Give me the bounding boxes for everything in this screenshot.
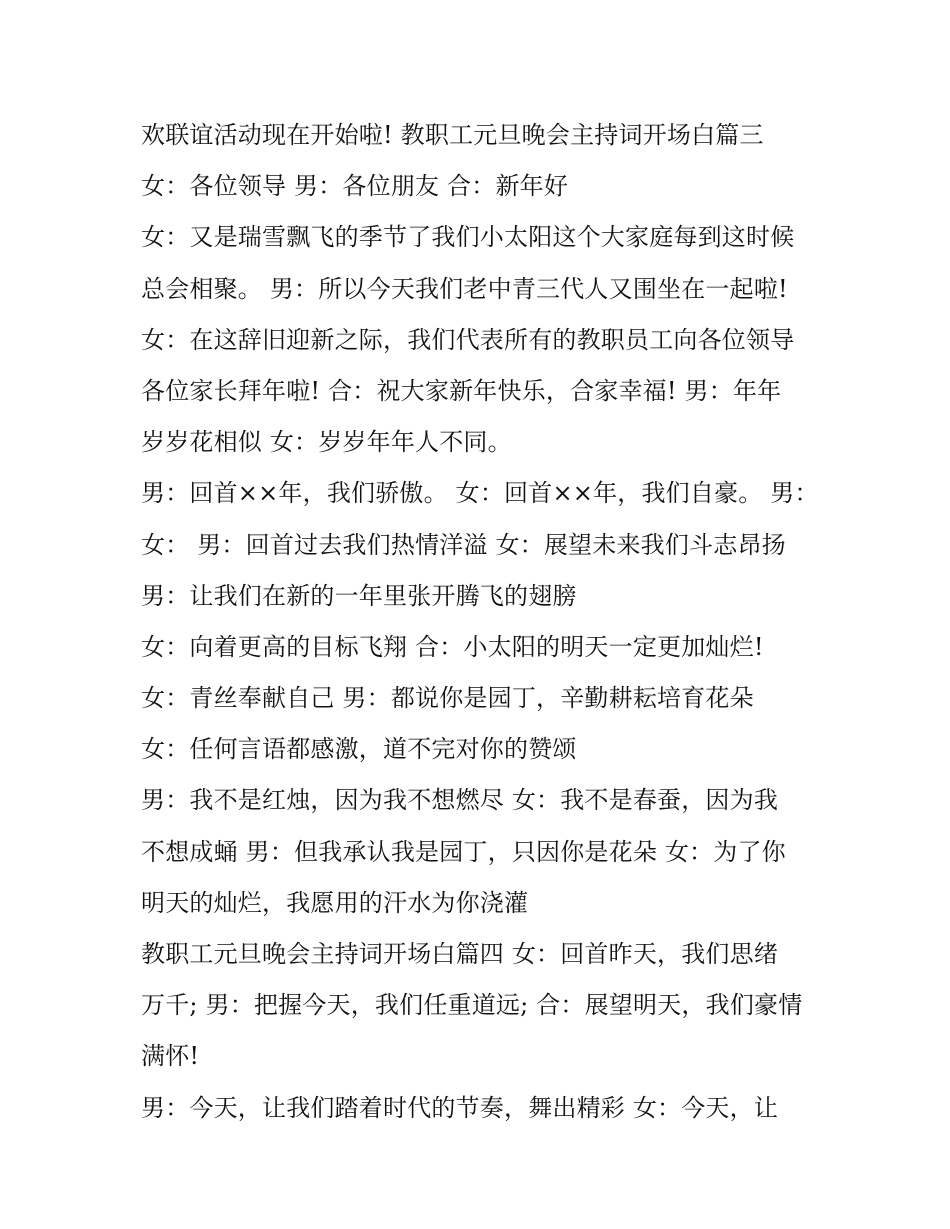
text-line: 各位家长拜年啦! 合：祝大家新年快乐，合家幸福! 男：年年 bbox=[141, 376, 782, 405]
text-line: 男：我不是红烛，因为我不想燃尽 女：我不是春蚕，因为我 bbox=[141, 786, 779, 815]
text-line: 女：在这辞旧迎新之际，我们代表所有的教职员工向各位领导 bbox=[141, 325, 795, 354]
text-line: 岁岁花相似 女：岁岁年年人不同。 bbox=[141, 428, 512, 457]
text-line: 女：又是瑞雪飘飞的季节了我们小太阳这个大家庭每到这时候 bbox=[141, 223, 795, 252]
text-line: 男：让我们在新的一年里张开腾飞的翅膀 bbox=[141, 581, 577, 610]
document-body bbox=[141, 110, 831, 1134]
text-line: 总会相聚。 男：所以今天我们老中青三代人又围坐在一起啦! bbox=[141, 274, 788, 303]
text-line: 教职工元旦晚会主持词开场白篇四 女：回首昨天，我们思绪 bbox=[141, 940, 779, 968]
text-line: 明天的灿烂，我愿用的汗水为你浇灌 bbox=[141, 888, 529, 917]
text-line: 男：回首××年，我们骄傲。 女：回首××年，我们自豪。 男： bbox=[141, 479, 819, 508]
text-line: 女：向着更高的目标飞翔 合：小太阳的明天一定更加灿烂! bbox=[141, 632, 764, 661]
text-line: 女： 男：回首过去我们热情洋溢 女：展望未来我们斗志昂扬 bbox=[141, 530, 786, 559]
text-line: 男：今天，让我们踏着时代的节奏，舞出精彩 女：今天，让 bbox=[141, 1093, 779, 1122]
text-line: 不想成蛹 男：但我承认我是园丁，只因你是花朵 女：为了你 bbox=[141, 837, 786, 866]
text-line: 欢联谊活动现在开始啦! 教职工元旦晚会主持词开场白篇三 bbox=[141, 121, 764, 149]
text-line: 万千; 男：把握今天，我们任重道远; 合：展望明天，我们豪情 bbox=[141, 991, 803, 1020]
text-line: 女：各位领导 男：各位朋友 合：新年好 bbox=[141, 172, 569, 201]
text-line: 女：任何言语都感激，道不完对你的赞颂 bbox=[141, 735, 577, 764]
text-line: 女：青丝奉献自己 男：都说你是园丁，辛勤耕耘培育花朵 bbox=[141, 684, 754, 713]
text-line: 满怀! bbox=[141, 1042, 200, 1071]
